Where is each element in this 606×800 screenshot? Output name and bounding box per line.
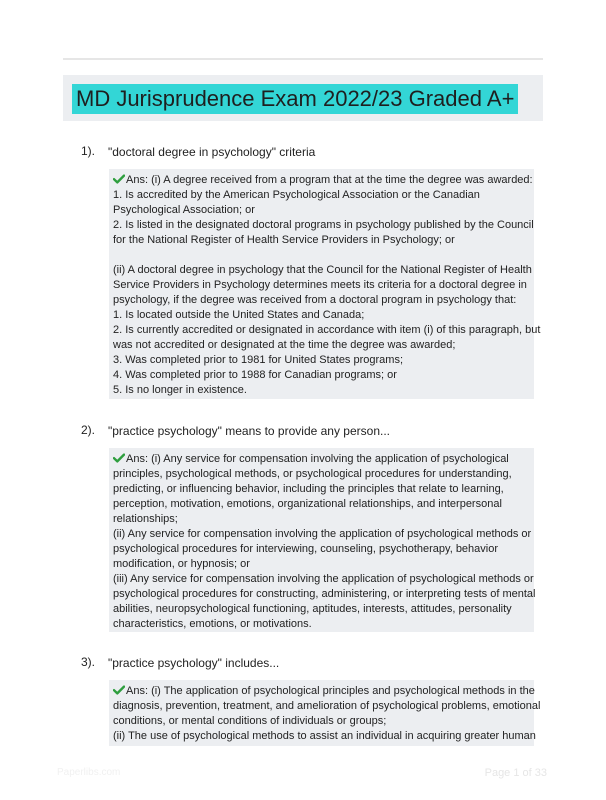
answer-line: 5. Is no longer in existence.	[113, 384, 247, 396]
answer-line: diagnosis, prevention, treatment, and amelioration of psychological problems, emotional	[113, 700, 541, 712]
checkmark-icon	[113, 453, 125, 463]
answer-line: 2. Is currently accredited or designated in accordance with item (i) of this paragraph, but	[113, 324, 541, 336]
answer-line: modification, or hypnosis; or	[113, 558, 250, 570]
page-title: MD Jurisprudence Exam 2022/23 Graded A+	[72, 84, 518, 114]
answer-line: principles, psychological methods, or psychological procedures for understanding,	[113, 468, 512, 480]
answer-box	[109, 169, 541, 399]
answer-line: psychological procedures for interviewing, counseling, psychotherapy, behavior	[113, 543, 499, 555]
answer-text: Ans: (i) A degree received from a program that at the time the degree was awarded:	[126, 174, 533, 186]
answer-line: (iii) Any service for compensation involving the application of psychological methods or	[113, 573, 534, 585]
answer-line	[113, 684, 534, 699]
answer-line: (ii) The use of psychological methods to assist an individual in acquiring greater human	[113, 730, 536, 742]
answer-line: 1. Is located outside the United States and Canada;	[113, 309, 365, 321]
checkmark-icon	[113, 174, 125, 184]
answer-line: predicting, or influencing behavior, including the principles that relate to learning,	[113, 483, 504, 495]
question-number: 3).	[81, 655, 96, 669]
answer-line: 2. Is listed in the designated doctoral programs in psychology published by the Council	[113, 219, 534, 231]
answer-line: 4. Was completed prior to 1988 for Canadian programs; or	[113, 369, 397, 381]
answer-line: 3. Was completed prior to 1981 for United States programs;	[113, 354, 404, 366]
answer-line: (ii) Any service for compensation involving the application of psychological methods or	[113, 528, 532, 540]
answer-line: (ii) A doctoral degree in psychology that the Council for the National Register of Health	[113, 264, 532, 276]
answer-line: perception, motivation, emotions, organizational relationships, and interpersonal	[113, 498, 502, 510]
answer-line: characteristics, emotions, or motivations.	[113, 618, 312, 630]
question-text: "doctoral degree in psychology" criteria	[108, 145, 316, 159]
answer-blank-line	[113, 248, 534, 263]
footer-watermark: Paperlibs.com	[57, 767, 121, 778]
answer-text: Ans: (i) Any service for compensation involving the application of psychological	[126, 453, 509, 465]
answer-line: was not accredited or designated at the time the degree was awarded;	[113, 339, 456, 351]
answer-line: psychological procedures for constructing, administering, or interpreting tests of mental	[113, 588, 536, 600]
answer-line: psychology, if the degree was received from a doctoral program in psychology that:	[113, 294, 517, 306]
answer-line: abilities, neuropsychological functioning, aptitudes, interests, attitudes, personality	[113, 603, 512, 615]
question-number: 1).	[81, 144, 96, 158]
checkmark-icon	[113, 685, 125, 695]
answer-box	[109, 448, 534, 632]
answer-line: for the National Register of Health Service Providers in Psychology; or	[113, 234, 455, 246]
answer-line: Service Providers in Psychology determines meets its criteria for a doctoral degree in	[113, 279, 527, 291]
page-number: Page 1 of 33	[484, 767, 547, 779]
question-text: "practice psychology" means to provide any person...	[108, 424, 390, 438]
answer-line	[113, 173, 534, 188]
question-number: 2).	[81, 423, 96, 437]
answer-line: conditions, or mental conditions of individuals or groups;	[113, 715, 387, 727]
answer-box	[109, 680, 541, 746]
answer-line: 1. Is accredited by the American Psychological Association or the Canadian	[113, 189, 480, 201]
top-divider	[63, 58, 543, 60]
answer-line: Psychological Association; or	[113, 204, 255, 216]
question-text: "practice psychology" includes...	[108, 656, 280, 670]
answer-line	[113, 452, 534, 467]
answer-line: relationships;	[113, 513, 178, 525]
answer-text: Ans: (i) The application of psychological principles and psychological methods in the	[126, 685, 535, 697]
title-banner	[63, 75, 543, 121]
